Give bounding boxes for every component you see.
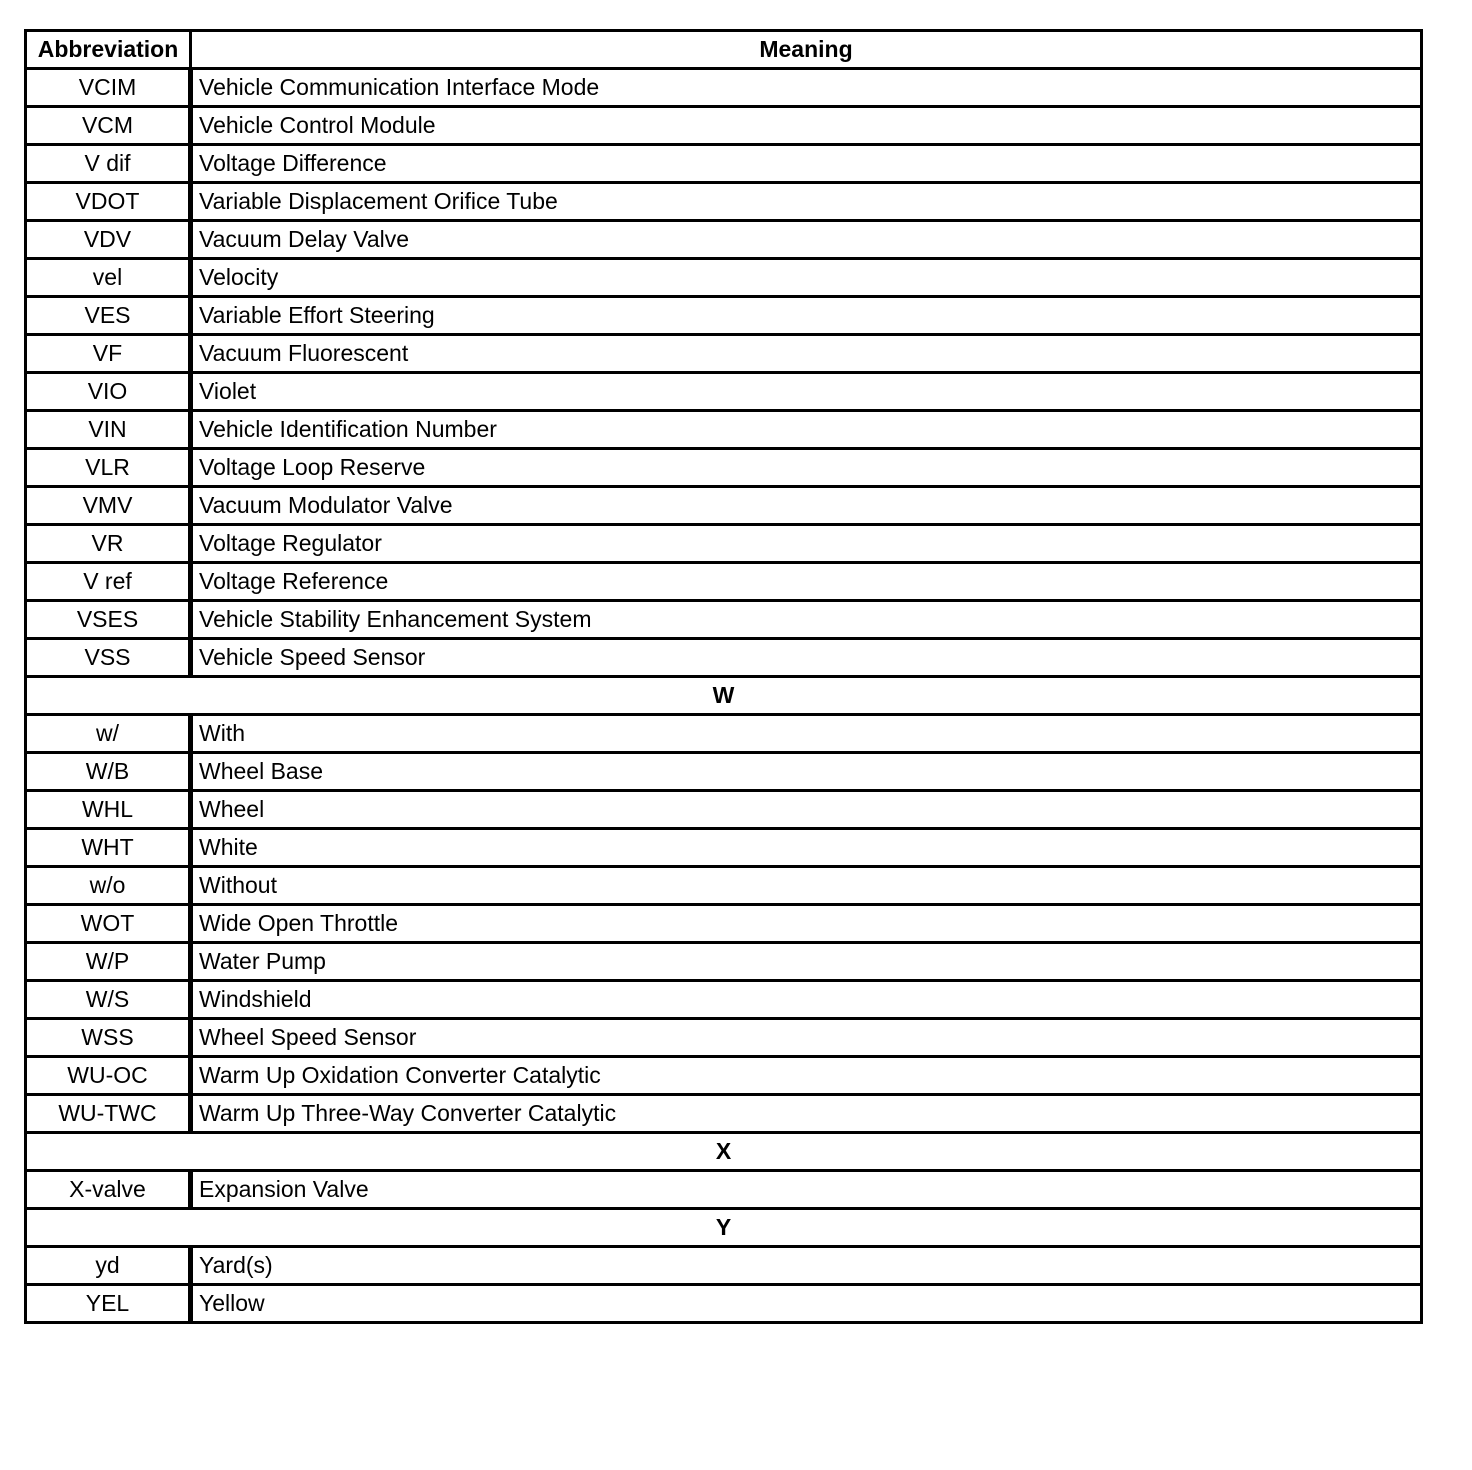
abbreviation-cell: VMV: [26, 487, 191, 525]
table-body: [26, 69, 1422, 1323]
meaning-cell: Yellow: [191, 1285, 1422, 1323]
meaning-cell: Vehicle Speed Sensor: [191, 639, 1422, 677]
abbreviation-cell: w/o: [26, 867, 191, 905]
meaning-cell: Voltage Regulator: [191, 525, 1422, 563]
meaning-cell: Velocity: [191, 259, 1422, 297]
meaning-cell: Warm Up Oxidation Converter Catalytic: [191, 1057, 1422, 1095]
meaning-cell: Water Pump: [191, 943, 1422, 981]
table-row: [26, 373, 1422, 411]
meaning-cell: Wheel Base: [191, 753, 1422, 791]
meaning-cell: Expansion Valve: [191, 1171, 1422, 1209]
meaning-cell: Wheel: [191, 791, 1422, 829]
meaning-header: Meaning: [191, 31, 1422, 69]
table-row: [26, 829, 1422, 867]
header-row: [26, 31, 1422, 69]
table-row: [26, 1171, 1422, 1209]
abbreviation-cell: WHL: [26, 791, 191, 829]
table-row: [26, 601, 1422, 639]
table-row: [26, 867, 1422, 905]
abbreviation-cell: WHT: [26, 829, 191, 867]
abbreviation-cell: WU-OC: [26, 1057, 191, 1095]
abbreviation-cell: VSES: [26, 601, 191, 639]
section-letter: Y: [26, 1209, 1422, 1247]
abbreviation-cell: vel: [26, 259, 191, 297]
table-row: [26, 297, 1422, 335]
table-row: [26, 791, 1422, 829]
table-row: [26, 639, 1422, 677]
table-row: [26, 335, 1422, 373]
meaning-cell: Vacuum Fluorescent: [191, 335, 1422, 373]
table-row: [26, 259, 1422, 297]
table-row: [26, 1057, 1422, 1095]
abbreviation-cell: VIO: [26, 373, 191, 411]
meaning-cell: Voltage Difference: [191, 145, 1422, 183]
table-row: [26, 943, 1422, 981]
table-row: [26, 1019, 1422, 1057]
meaning-cell: Violet: [191, 373, 1422, 411]
abbreviation-cell: VCM: [26, 107, 191, 145]
meaning-cell: Vehicle Control Module: [191, 107, 1422, 145]
abbreviation-cell: W/P: [26, 943, 191, 981]
abbreviation-cell: VSS: [26, 639, 191, 677]
abbreviation-cell: w/: [26, 715, 191, 753]
table-row: [26, 69, 1422, 107]
abbreviation-cell: VIN: [26, 411, 191, 449]
abbreviation-cell: VF: [26, 335, 191, 373]
abbreviation-cell: YEL: [26, 1285, 191, 1323]
abbreviation-cell: W/B: [26, 753, 191, 791]
table-row: [26, 753, 1422, 791]
meaning-cell: Vacuum Delay Valve: [191, 221, 1422, 259]
meaning-cell: Voltage Loop Reserve: [191, 449, 1422, 487]
meaning-cell: Vacuum Modulator Valve: [191, 487, 1422, 525]
abbreviation-cell: yd: [26, 1247, 191, 1285]
table-row: [26, 1247, 1422, 1285]
abbreviation-cell: V dif: [26, 145, 191, 183]
table-row: [26, 487, 1422, 525]
meaning-cell: Vehicle Identification Number: [191, 411, 1422, 449]
meaning-cell: Wheel Speed Sensor: [191, 1019, 1422, 1057]
meaning-cell: Without: [191, 867, 1422, 905]
table-row: [26, 1095, 1422, 1133]
abbreviation-cell: WSS: [26, 1019, 191, 1057]
table-row: [26, 1285, 1422, 1323]
abbreviation-cell: VR: [26, 525, 191, 563]
table-row: [26, 107, 1422, 145]
table-row: [26, 449, 1422, 487]
meaning-cell: Voltage Reference: [191, 563, 1422, 601]
meaning-cell: Vehicle Stability Enhancement System: [191, 601, 1422, 639]
table-row: [26, 145, 1422, 183]
meaning-cell: With: [191, 715, 1422, 753]
abbreviation-cell: X-valve: [26, 1171, 191, 1209]
meaning-cell: Variable Effort Steering: [191, 297, 1422, 335]
abbreviation-cell: VDOT: [26, 183, 191, 221]
table-row: [26, 411, 1422, 449]
table-row: [26, 525, 1422, 563]
abbreviation-cell: W/S: [26, 981, 191, 1019]
meaning-cell: Windshield: [191, 981, 1422, 1019]
abbreviation-cell: WOT: [26, 905, 191, 943]
table-row: [26, 715, 1422, 753]
abbreviation-table: [24, 29, 1423, 1324]
meaning-cell: Wide Open Throttle: [191, 905, 1422, 943]
abbreviation-cell: VCIM: [26, 69, 191, 107]
table-row: [26, 563, 1422, 601]
section-row: [26, 1209, 1422, 1247]
abbreviation-cell: VLR: [26, 449, 191, 487]
table-row: [26, 221, 1422, 259]
abbreviation-cell: VDV: [26, 221, 191, 259]
section-row: [26, 677, 1422, 715]
section-letter: X: [26, 1133, 1422, 1171]
abbreviation-header: Abbreviation: [26, 31, 191, 69]
abbreviation-cell: VES: [26, 297, 191, 335]
meaning-cell: Variable Displacement Orifice Tube: [191, 183, 1422, 221]
meaning-cell: Vehicle Communication Interface Mode: [191, 69, 1422, 107]
section-letter: W: [26, 677, 1422, 715]
meaning-cell: Yard(s): [191, 1247, 1422, 1285]
table-row: [26, 981, 1422, 1019]
meaning-cell: Warm Up Three-Way Converter Catalytic: [191, 1095, 1422, 1133]
section-row: [26, 1133, 1422, 1171]
table-row: [26, 905, 1422, 943]
table-row: [26, 183, 1422, 221]
meaning-cell: White: [191, 829, 1422, 867]
abbreviation-cell: WU-TWC: [26, 1095, 191, 1133]
abbreviation-cell: V ref: [26, 563, 191, 601]
